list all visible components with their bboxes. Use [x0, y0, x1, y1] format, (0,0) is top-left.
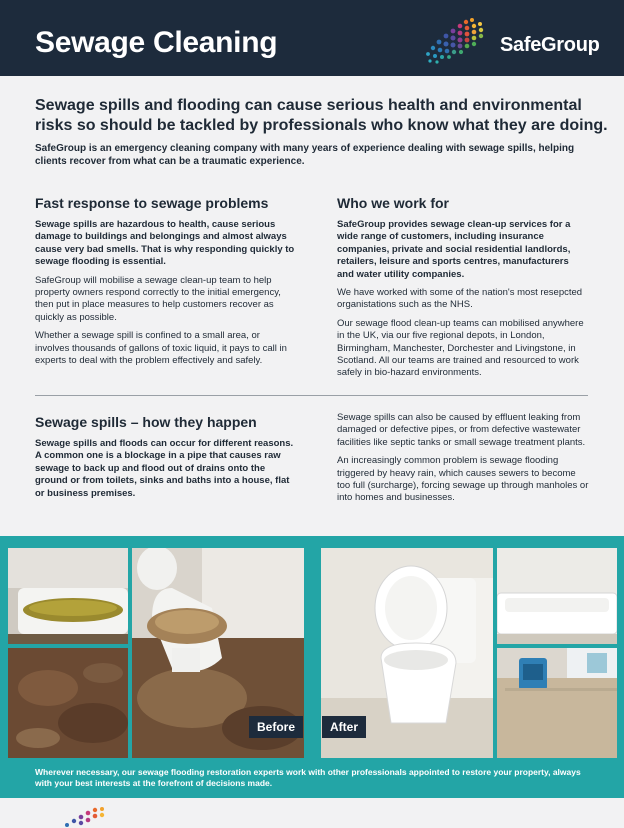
- section-paragraph: Whether a sewage spill is confined to a small area, or involves thousands of gallons of toxic liquid, it pays to call in experts to deal with the problem effectively and safely.: [35, 330, 287, 367]
- lead-paragraph: Sewage spills and flooding can cause serious health and environmental risks so should be tackled by professionals who know what they are doing.: [35, 97, 608, 134]
- section-heading: Fast response to sewage problems: [35, 195, 269, 211]
- before-label: Before: [249, 716, 303, 738]
- header-bar: [0, 0, 624, 76]
- section-paragraph: Sewage spills can also be caused by effluent leaking from damaged or defective pipes, or from defective wastewater facilities like septic tanks or small sewage treatment plants.: [337, 412, 586, 448]
- before-floor-photo: [8, 648, 128, 758]
- before-bath-photo: [8, 548, 128, 644]
- section-paragraph: We have worked with some of the nation's most resepcted organistations such as the NHS.: [337, 287, 583, 311]
- fast-response-section: [35, 195, 295, 373]
- section-heading: Who we work for: [337, 195, 449, 211]
- intro-paragraph: SafeGroup is an emergency cleaning company with many years of experience dealing with sewage spills, helping clients recover from what can be a traumatic experience.: [35, 143, 575, 167]
- photo-caption: Wherever necessary, our sewage flooding restoration experts work with other professionals appointed to restore your property, always with your best interests at the forefront of decisions made.: [35, 767, 581, 788]
- after-label: After: [322, 716, 366, 738]
- logo-wordmark: SafeGroup: [500, 34, 600, 56]
- section-paragraph: Sewage spills and floods can occur for different reasons. A common one is a blockage in a pipe that causes raw sewage to back up and flood out of drains onto the ground or from toilets, sinks and baths into a house, flat or business premises.: [35, 438, 294, 499]
- section-paragraph: SafeGroup provides sewage clean-up services for a wide range of customers, including insurance companies, private and social residential landlords, retailers, leisure and sports centres, manufacturers and water utility companies.: [337, 219, 571, 280]
- section-heading: Sewage spills – how they happen: [35, 414, 257, 430]
- logo-dots-icon: [422, 14, 502, 70]
- section-paragraph: An increasingly common problem is sewage flooding triggered by heavy rain, which causes sewers to become too full (surcharge), forcing sewage up through manholes or into homes and businesses.: [337, 455, 589, 504]
- how-they-happen-continued: [337, 412, 590, 511]
- footer-bar: [0, 798, 624, 828]
- section-paragraph: Our sewage flood clean-up teams can mobilised anywhere in the UK, via our five regional depots, in London, Birmingham, Manchester, Dorchester and Livingstone, in Scotland. All our teams are trained and resourced to work safely in bio-hazard environments.: [337, 317, 584, 379]
- who-we-work-for-section: [337, 195, 587, 386]
- after-room-photo: [497, 648, 617, 758]
- before-toilet-photo: [132, 548, 304, 758]
- section-paragraph: SafeGroup will mobilise a sewage clean-up team to help property owners respond correctly to the initial emergency, then put in place measures to help customers recover as quickly as possible.: [35, 274, 281, 323]
- safegroup-logo: [422, 14, 612, 70]
- section-divider: [35, 395, 588, 396]
- section-paragraph: Sewage spills are hazardous to health, cause serious damage to buildings and belongings and almost always cause very bad smells. That is why responding quickly to sewage flooding is essential.: [35, 219, 295, 268]
- footer-logo-dots-icon: [55, 804, 125, 828]
- page-title: Sewage Cleaning: [35, 26, 278, 59]
- after-bath-photo: [497, 548, 617, 644]
- how-they-happen-section: [35, 414, 297, 506]
- after-toilet-photo: [321, 548, 493, 758]
